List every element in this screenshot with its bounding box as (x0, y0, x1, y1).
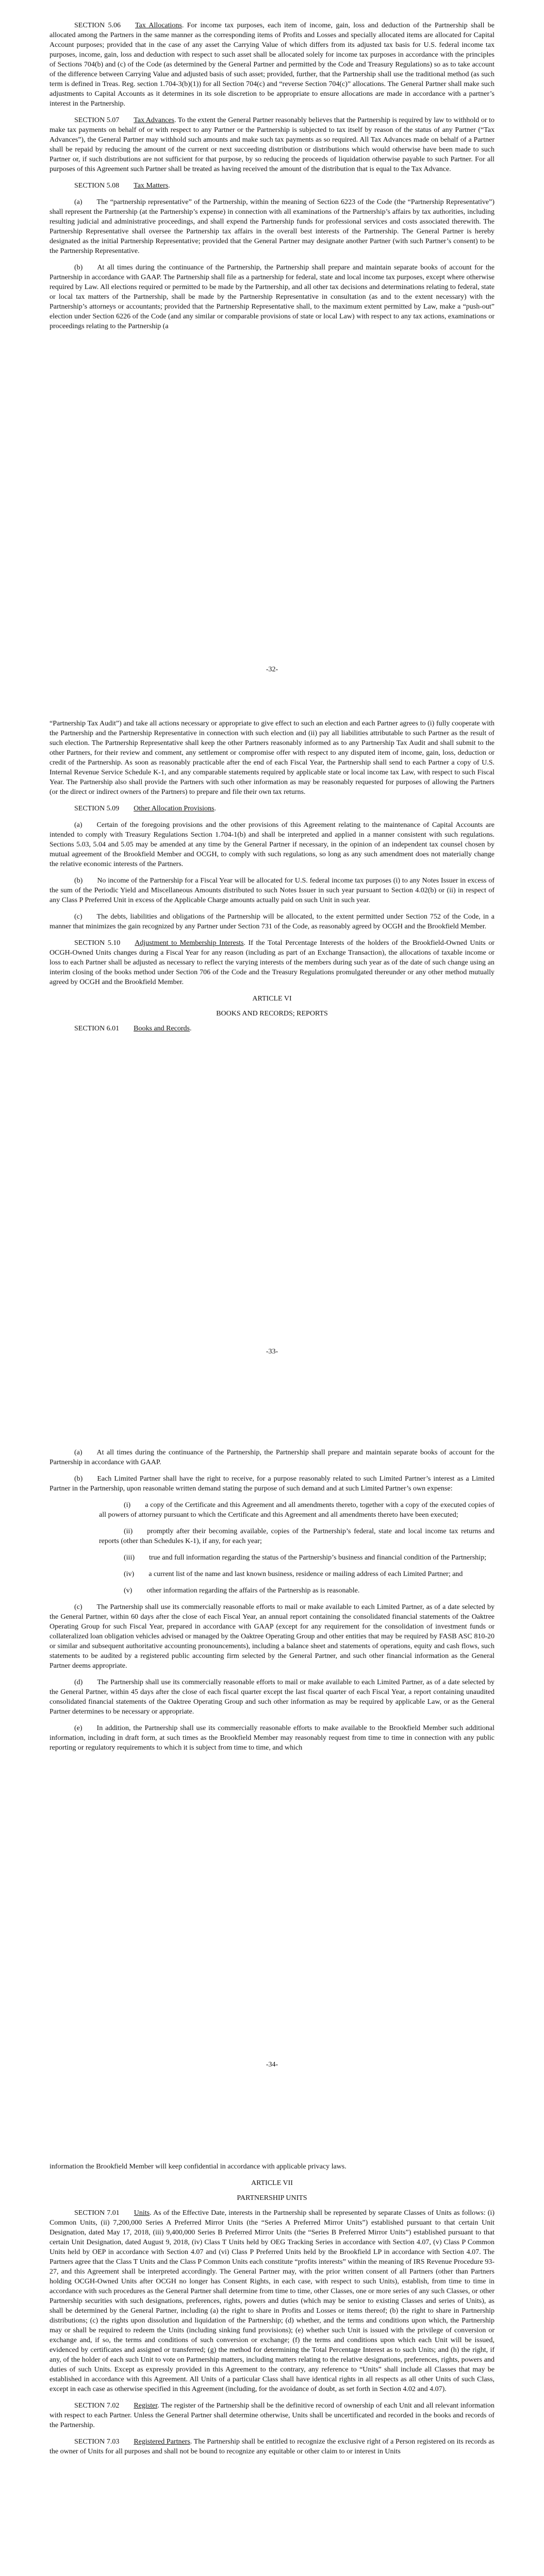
section-number: SECTION 7.03 (74, 2438, 120, 2446)
clause-i: (i) a copy of the Certificate and this Agreement and all amendments thereto, together with a copy of the executed copies of all powers of attorney pursuant to which the Certificate and this Agreement and all amendments thereto have been executed; (99, 1501, 494, 1519)
section-body: For income tax purposes, each item of income, gain, loss and deduction of the Partnership shall be allocated among the Partners in the same manner as the corresponding items of Profits and Losses and specially allocated items are allocated for Capital Account purposes; provided that in the case of any asset the Carrying Value of which differs from its adjusted tax basis for U.S. federal income tax purposes, income, gain, loss and deduction with respect to such asset shall be allocated solely for income tax purposes in accordance with the principles of Sections 704(b) and (c) of the Code (as determined by the General Partner and permitted by the Code and Treasury Regulations) so as to take account of the difference between Carrying Value and adjusted basis of such asset; provided, further, that the Partnership shall use the traditional method (as such term is defined in Treas. Reg. section 1.704-3(b)(1)) for all Section 704(c) and “reverse Section 704(c)” allocations. The General Partner shall make such adjustments to Capital Accounts as it determines in its sole discretion to be appropriate to ensure allocations are made in accordance with a partner’s interest in the Partnership. (50, 22, 495, 108)
page-number: -34- (266, 2061, 278, 2069)
section-title: Registered Partners (134, 2438, 190, 2446)
paragraph-6-01-c: (c) The Partnership shall use its commercially reasonable efforts to mail or make available to each Limited Partner, as of a date selected by the General Partner, within 60 days after the close of each Fiscal Year, an annual report containing the consolidated financial statements of the Oaktree Operating Group for such Fiscal Year, prepared in accordance with GAAP (except for any requirement for the consolidation of investment funds or collateralized loan obligation vehicles advised or managed by the Oaktree Operating Group and other entities that may be required by FASB ASC 810-20 or similar and subsequent authoritative accounting pronouncements), including a balance sheet and statements of operations, equity and cash flows, such statements to be audited by a registered public accounting firm selected by the General Partner, and such other financial information as the General Partner deems appropriate. (50, 1603, 494, 1670)
page-33 (50, 719, 494, 1040)
section-body: To the extent the General Partner reasonably believes that the Partnership is required by law to withhold or to make tax payments on behalf of or with respect to any Partner or the Partnership is subjected to tax itself by reason of the status of any Partner (“Tax Advances”), the General Partner may withhold such amounts and make such tax payments as so required. All Tax Advances made on behalf of a Partner shall be repaid by reducing the amount of the current or next succeeding distribution or distributions which would otherwise have been made to such Partner or, if such distributions are not sufficient for that purpose, by so reducing the proceeds of liquidation otherwise payable to such Partner. For all purposes of this Agreement such Partner shall be treated as having received the amount of the distribution that is equal to the Tax Advance. (50, 116, 494, 173)
section-number: SECTION 5.07 (74, 116, 120, 124)
section-7-02: SECTION 7.02 Register. The register of the Partnership shall be the definitive record of ownership of each Unit and all relevant information with respect to each Partner. Unless the General Partner shall determine otherwise, Units shall be uncertificated and recorded in the books and records of the Partnership. (50, 2402, 494, 2429)
section-7-01: SECTION 7.01 Units. As of the Effective Date, interests in the Partnership shall be represented by separate Classes of Units as follows: (i) Common Units, (ii) 7,200,000 Series A Preferred Mirror Units (the “Series A Preferred Mirror Units”) established pursuant to that certain Unit Designation, dated May 17, 2018, (iii) 9,400,000 Series B Preferred Mirror Units (the “Series B Preferred Mirror Units”) established pursuant to that certain Unit Designation, dated August 9, 2018, (iv) Class T Units held by OEG Tracking Series in accordance with Section 4.07, (v) Class P Common Units held by OEP in accordance with Section 4.07 and (vi) Class P Preferred Units held by the Brookfield LP in accordance with Section 4.07. The Partners agree that the Class T Units and the Class P Common Units each constitute “profits interests” within the meaning of IRS Revenue Procedure 93-27, and this Agreement shall be interpreted accordingly. The General Partner may, with the prior written consent of all Partners (other than Partners holding OCGH-Owned Units after OCGH no longer has Consent Rights, in each case, with respect to such Units), establish, from time to time in accordance with such procedures as the General Partner shall determine from time to time, other Classes, one or more series of any such Classes, or other Partnership securities with such designations, preferences, rights, powers and duties (which may be senior to existing Classes and series of Units), as shall be determined by the General Partner, including (a) the right to share in Profits and Losses or items thereof; (b) the right to share in Partnership distributions; (c) the rights upon dissolution and liquidation of the Partnership; (d) whether, and the terms and conditions upon which, the Partnership may or shall be required to redeem the Units (including sinking fund provisions); (e) whether such Unit is issued with the privilege of conversion or exchange and, if so, the terms and conditions of such conversion or exchange; (f) the terms and conditions upon which each Unit will be issued, evidenced by certificates and assigned or transferred; (g) the method for determining the Total Percentage Interest as to such Units; and (h) the right, if any, of the holder of each such Unit to vote on Partnership matters, including matters relating to the relative designations, preferences, rights, powers and duties of such Units. Except as expressly provided in this Agreement to the contrary, any reference to “Units” shall include all Classes that may be established in accordance with this Agreement. All Units of a particular Class shall have identical rights in all respects as all other Units of such Class, except in each case as otherwise specified in this Agreement (including, for the avoidance of doubt, as set forth in Section 4.02 and 4.07). (50, 2209, 494, 2393)
section-number: SECTION 5.06 (74, 22, 121, 29)
page-35 (50, 2162, 494, 2463)
section-7-03: SECTION 7.03 Registered Partners. The Partnership shall be entitled to recognize the exclusive right of a Person registered on its records as the owner of Units for all purposes and shall not be bound to recognize any equitable or other claim to or interest in Units (50, 2438, 495, 2455)
section-number: SECTION 7.01 (74, 2209, 120, 2217)
section-body: The register of the Partnership shall be the definitive record of ownership of each Unit and all relevant information with respect to each Partner. Unless the General Partner shall determine otherwise, Units shall be uncertificated and recorded in the books and records of the Partnership. (50, 2402, 494, 2429)
section-title: Other Allocation Provisions (134, 805, 215, 812)
clause-iv: (iv) a current list of the name and last known business, residence or mailing address of each Limited Partner; and (124, 1570, 463, 1578)
article-title: PARTNERSHIP UNITS (237, 2194, 307, 2202)
article-heading: ARTICLE VII (251, 2179, 293, 2187)
section-5-09: SECTION 5.09 Other Allocation Provisions. (74, 805, 216, 812)
section-5-10: SECTION 5.10 Adjustment to Membership Interests. If the Total Percentage Interests of the holders of the Brookfield-Owned Units or OCGH-Owned Units changes during a Fiscal Year for any reason (including as part of an Exchange Transaction), the allocations of taxable income or loss to each Partner shall be adjusted as necessary to reflect the varying interests of the members during such year as of the date of such change using an interim closing of the books method under Section 706 of the Code and the Treasury Regulations promulgated thereunder or any other method mutually agreed by OCGH and the Brookfield Member. (50, 939, 495, 986)
paragraph-5-09-b: (b) No income of the Partnership for a Fiscal Year will be allocated for U.S. federal income tax purposes (i) to any Notes Issuer in excess of the sum of the Periodic Yield and Miscellaneous Amounts distributed to such Notes Issuer in such year pursuant to Section 4.02(b) or (ii) in respect of any Class P Preferred Unit in excess of the Applicable Charge amounts actually paid on such Unit in such year. (50, 877, 494, 904)
section-title: Units (134, 2209, 150, 2217)
page-34 (50, 1448, 494, 1759)
paragraph-6-01-d: (d) The Partnership shall use its commercially reasonable efforts to mail or make available to each Limited Partner, as of a date selected by the General Partner, within 45 days after the close of each fiscal quarter except the last fiscal quarter of each Fiscal Year, a report containing unaudited consolidated financial statements of the Oaktree Operating Group and such other information as may be required by applicable Law, or as the General Partner determines to be necessary or appropriate. (50, 1679, 494, 1716)
paragraph-continued: information the Brookfield Member will keep confidential in accordance with applicable privacy laws. (50, 2163, 347, 2171)
section-number: SECTION 7.02 (74, 2402, 120, 2410)
section-body: If the Total Percentage Interests of the holders of the Brookfield-Owned Units or OCGH-Owned Units changes during a Fiscal Year for any reason (including as part of an Exchange Transaction), the allocations of taxable income or loss to each Partner shall be adjusted as necessary to reflect the varying interests of the members during such year as of the date of such change using an interim closing of the books method under Section 706 of the Code and the Treasury Regulations promulgated thereunder or any other method mutually agreed by OCGH and the Brookfield Member. (50, 939, 495, 986)
paragraph-5-08-b: (b) At all times during the continuance of the Partnership, the Partnership shall prepare and maintain separate books of account for the Partnership in accordance with GAAP. The Partnership shall file as a partnership for federal, state and local income tax purposes, except where otherwise required by Law. All elections required or permitted to be made by the Partnership, and all other tax decisions and determinations relating to federal, state or local tax matters of the Partnership, shall be made by the Partnership Representative in consultation (as and to the extent necessary) with the Partnership’s attorneys or accountants; provided that the Partnership Representative shall, to the maximum extent permitted by Law, make a “push-out” election under Section 6226 of the Code (and any similar or comparable provisions of state or local Law) with respect to any tax actions, examinations or proceedings relating to the Partnership (a (50, 264, 494, 330)
section-5-07: SECTION 5.07 Tax Advances. To the extent the General Partner reasonably believes that the Partnership is required by law to withhold or to make tax payments on behalf of or with respect to any Partner or the Partnership is subjected to tax itself by reason of the status of any Partner (“Tax Advances”), the General Partner may withhold such amounts and make such tax payments as so required. All Tax Advances made on behalf of a Partner shall be repaid by reducing the amount of the current or next succeeding distribution or distributions which would otherwise have been made to such Partner or, if such distributions are not sufficient for that purpose, by so reducing the proceeds of liquidation otherwise payable to such Partner. For all purposes of this Agreement such Partner shall be treated as having received the amount of the distribution that is equal to the Tax Advance. (50, 116, 494, 173)
section-number: SECTION 5.08 (74, 182, 120, 190)
page-number: -33- (266, 1348, 278, 1355)
section-number: SECTION 5.10 (74, 939, 121, 947)
section-number: SECTION 5.09 (74, 805, 120, 812)
section-5-08: SECTION 5.08 Tax Matters. (74, 182, 170, 190)
section-title: Tax Advances (134, 116, 175, 124)
article-heading: ARTICLE VI (252, 995, 292, 1003)
section-number: SECTION 6.01 (74, 1025, 120, 1032)
paragraph-6-01-a: (a) At all times during the continuance of the Partnership, the Partnership shall prepare and maintain separate books of account for the Partnership in accordance with GAAP. (50, 1449, 494, 1466)
paragraph-6-01-e: (e) In addition, the Partnership shall use its commercially reasonable efforts to make available to the Brookfield Member such additional information, including in draft form, at such times as the Brookfield Member may reasonably request from time to time in connection with any public reporting or regulatory requirements to which it is subject from time to time, and which (50, 1724, 494, 1752)
paragraph-5-09-c: (c) The debts, liabilities and obligations of the Partnership will be allocated, to the extent permitted under Section 752 of the Code, in a manner that minimizes the gain recognized by any Partner under Section 731 of the Code, as reasonably agreed by OCGH and the Brookfield Member. (50, 913, 494, 930)
section-6-01: SECTION 6.01 Books and Records. (74, 1025, 192, 1032)
page-32 (50, 21, 494, 338)
section-title: Register (134, 2402, 158, 2410)
section-title: Books and Records (134, 1025, 190, 1032)
section-title: Adjustment to Membership Interests (135, 939, 244, 947)
paragraph-6-01-b: (b) Each Limited Partner shall have the right to receive, for a purpose reasonably related to such Limited Partner’s interest as a Limited Partner in the Partnership, upon reasonable written demand stating the purpose of such demand and at such Limited Partner’s own expense: (50, 1475, 494, 1493)
clause-iii: (iii) true and full information regarding the status of the Partnership’s business and financial condition of the Partnership; (124, 1554, 486, 1562)
clause-ii: (ii) promptly after their becoming available, copies of the Partnership’s federal, state and local income tax returns and reports (other than Schedules K-1), if any, for each year; (99, 1528, 494, 1545)
clause-v: (v) other information regarding the affairs of the Partnership as is reasonable. (124, 1587, 360, 1595)
section-title: Tax Allocations (135, 22, 182, 29)
section-body: The Partnership shall be entitled to recognize the exclusive right of a Person registered on its records as the owner of Units for all purposes and shall not be bound to recognize any equitable or other claim to or interest in Units (50, 2438, 495, 2455)
section-body: As of the Effective Date, interests in the Partnership shall be represented by separate Classes of Units as follows: (i) Common Units, (ii) 7,200,000 Series A Preferred Mirror Units (the “Series A Preferred Mirror Units”) established pursuant to that certain Unit Designation, dated May 17, 2018, (iii) 9,400,000 Series B Preferred Mirror Units (the “Series B Preferred Mirror Units”) established pursuant to that certain Unit Designation, dated August 9, 2018, (iv) Class T Units held by OEG Tracking Series in accordance with Section 4.07, (v) Class P Common Units held by OEP in accordance with Section 4.07 and (vi) Class P Preferred Units held by the Brookfield LP in accordance with Section 4.07. The Partners agree that the Class T Units and the Class P Common Units each constitute “profits interests” within the meaning of IRS Revenue Procedure 93-27, and this Agreement shall be interpreted accordingly. The General Partner may, with the prior written consent of all Partners (other than Partners holding OCGH-Owned Units after OCGH no longer has Consent Rights, in each case, with respect to such Units), establish, from time to time in accordance with such procedures as the General Partner shall determine from time to time, other Classes, one or more series of any such Classes, or other Partnership securities with such designations, preferences, rights, powers and duties (which may be senior to existing Classes and series of Units), as shall be determined by the General Partner, including (a) the right to share in Profits and Losses or items thereof; (b) the right to share in Partnership distributions; (c) the rights upon dissolution and liquidation of the Partnership; (d) whether, and the terms and conditions upon which, the Partnership may or shall be required to redeem the Units (including sinking fund provisions); (e) whether such Unit is issued with the privilege of conversion or exchange and, if so, the terms and conditions of such conversion or exchange; (f) the terms and conditions upon which each Unit will be issued, evidenced by certificates and assigned or transferred; (g) the method for determining the Total Percentage Interest as to such Units; and (h) the right, if any, of the holder of each such Unit to vote on Partnership matters, including matters relating to the relative designations, preferences, rights, powers and duties of such Units. Except as expressly provided in this Agreement to the contrary, any reference to “Units” shall include all Classes that may be established in accordance with this Agreement. All Units of a particular Class shall have identical rights in all respects as all other Units of such Class, except in each case as otherwise specified in this Agreement (including, for the avoidance of doubt, as set forth in Section 4.02 and 4.07). (50, 2209, 494, 2393)
paragraph-5-09-a: (a) Certain of the foregoing provisions and the other provisions of this Agreement relating to the maintenance of Capital Accounts are intended to comply with Treasury Regulations Section 1.704-1(b) and shall be interpreted and applied in a manner consistent with such regulations. Sections 5.03, 5.04 and 5.05 may be amended at any time by the General Partner if necessary, in the opinion of an independent tax counsel chosen by mutual agreement of the Brookfield Member and OCGH, to comply with such regulations, so long as any such amendment does not materially change the relative economic interests of the Partners. (50, 821, 494, 868)
page-number: -32- (266, 666, 278, 673)
section-5-06: SECTION 5.06 Tax Allocations. For income tax purposes, each item of income, gain, loss and deduction of the Partnership shall be allocated among the Partners in the same manner as the corresponding items of Profits and Losses and specially allocated items are allocated for Capital Account purposes; provided that in the case of any asset the Carrying Value of which differs from its adjusted tax basis for U.S. federal income tax purposes, income, gain, loss and deduction with respect to such asset shall be allocated solely for income tax purposes in accordance with the principles of Sections 704(b) and (c) of the Code (as determined by the General Partner and permitted by the Code and Treasury Regulations) so as to take account of the difference between Carrying Value and adjusted basis of such asset; provided, further, that the Partnership shall use the traditional method (as such term is defined in Treas. Reg. section 1.704-3(b)(1)) for all Section 704(c) and “reverse Section 704(c)” allocations. The General Partner shall make such adjustments to Capital Accounts as it determines in its sole discretion to be appropriate to ensure allocations are made in accordance with a partner’s interest in the Partnership. (50, 22, 495, 108)
section-title: Tax Matters (134, 182, 169, 190)
paragraph-5-08-a: (a) The “partnership representative” of the Partnership, within the meaning of Section 6223 of the Code (the “Partnership Representative”) shall represent the Partnership (at the Partnership’s expense) in connection with all examinations of the Partnership’s affairs by tax authorities, including resulting judicial and administrative proceedings, and shall expend the Partnership funds for professional services and costs associated therewith. The Partnership Representative shall oversee the Partnership tax affairs in the overall best interests of the Partnership. The General Partner is hereby designated as the initial Partnership Representative; provided that the General Partner may designate another Partner (with such Partner’s consent) to be the Partnership Representative. (50, 198, 494, 255)
paragraph-continued: “Partnership Tax Audit”) and take all actions necessary or appropriate to give effect to such an election and each Partner agrees to (i) fully cooperate with the Partnership and the Partnership Representative in connection with such election and (ii) pay all liabilities attributable to such Partner as the result of such election. The Partnership Representative shall keep the other Partners reasonably informed as to any Partnership Tax Audit and shall submit to the other Partners, for their review and comment, any settlement or compromise offer with respect to any disputed item of income, gain, loss, deduction or credit of the Partnership. As soon as reasonably practicable after the end of each Fiscal Year, the Partnership shall send to each Partner a copy of U.S. Internal Revenue Service Schedule K-1, and any comparable statements required by applicable state or local income tax Law, with respect to such Fiscal Year. The Partnership also shall provide the Partners with such other information as may be reasonably requested for purposes of allowing the Partners (or the direct or indirect owners of the Partners) to prepare and file their own tax returns. (50, 720, 494, 796)
article-title: BOOKS AND RECORDS; REPORTS (216, 1010, 328, 1018)
